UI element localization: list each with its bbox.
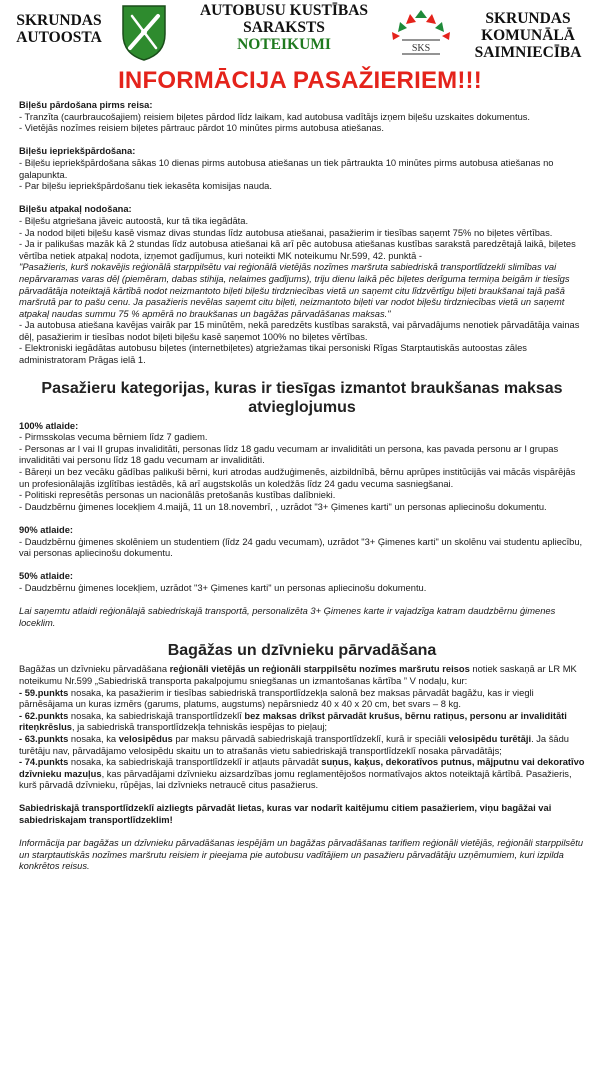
text-span: , ja sabiedriskā transportlīdzekļa tehniskās iespējas to pieļauj; <box>71 722 327 733</box>
text-span: - 59.punkts <box>19 687 69 698</box>
paragraph: - Tranzīta (caurbraucošajiem) reisiem biļetes pārdod līdz laikam, kad autobusa vadītājs izņem biļešu uzskaites dokumentus. <box>19 111 531 122</box>
text-span: - 62.punkts <box>19 710 69 721</box>
page-header <box>0 0 600 70</box>
discount-categories-heading: Pasažieru kategorijas, kuras ir tiesīgas izmantot braukšanas maksas atvieglojumus <box>41 379 563 416</box>
sks-logo-text: SKS <box>411 43 431 54</box>
text-span: par maksu pārvadā sabiedriskajā transportlīdzeklī, kurā ir speciāli <box>172 733 449 744</box>
paragraph: - Ja nodod biļeti biļešu kasē vismaz divas stundas līdz autobusa atiešanai, pasažierim ir tiesības saņemt 75% no biļetes vērtības. <box>19 227 553 238</box>
mid-title-subline: NOTEIKUMI <box>237 36 331 53</box>
text-span: velosipēdus <box>118 733 173 744</box>
rule-62 <box>19 711 585 734</box>
text-span: nosaka, ka sabiedriskajā transportlīdzeklī ir atļauts pārvadāt <box>68 757 322 768</box>
section-title-advance-sale: Biļešu iepriekšpārdošana: <box>19 146 136 157</box>
text-span: - 74.punkts <box>19 757 69 768</box>
text-span: - 63.punkts <box>19 733 69 744</box>
discount-100-title: 100% atlaide: <box>19 420 79 431</box>
section-title-presale: Biļešu pārdošana pirms reisa: <box>19 100 153 110</box>
rule-74 <box>19 757 585 792</box>
paragraph: - Ja ir palikušas mazāk kā 2 stundas līdz autobusa atiešanai kā arī pēc autobusa atiešanas kustības sarakstā paredzētajā laikā, biļetes vērtība netiek atpakaļ nodota, izņemot gadījumus, kuri noteikti MK noteikumu Nr.599, 42. punktā - <box>19 239 576 261</box>
paragraph: - Elektroniski iegādātas autobusu biļetes (internetbiļetes) atgriežamas tikai personiski Rīgas Starptautiskās autoostas zāles administratoram Prāgas ielā 1. <box>19 343 527 366</box>
paragraph: - Biļešu iepriekšpārdošana sākas 10 dienas pirms autobusa atiešanas un tiek pārtraukta 10 minūtes pirms autobusa atiešanas no galapunkta. <box>19 157 554 180</box>
paragraph: - Politiski represētās personas un nacionālās pretošanās kustības dalībnieki. <box>19 490 336 501</box>
mid-title-line: AUTOBUSU KUSTĪBAS <box>199 2 369 19</box>
skrunda-bus-station-title <box>6 12 112 46</box>
text-span: , kas pārvadājami dzīvnieku aizsardzības jomu reglamentējošos normatīvajos aktos noteiktajā kārtībā. Pasažieris, kurš pārvadā dzīvnieku, rūpējas, lai dzīvnieks netraucē citus pasažierus. <box>19 768 572 791</box>
right-title-line: SAIMNIECĪBA <box>474 44 582 61</box>
right-title-line: SKRUNDAS <box>485 10 571 27</box>
paragraph: - Personas ar I vai II grupas invaliditāti, personas līdz 18 gadu vecumam ar invaliditāti un persona, kas pavada personu ar I grupas invaliditāti vai personu līdz 18 gadu vecumam ar invaliditāti. <box>19 443 559 466</box>
text-span: nosaka, ka <box>68 733 119 744</box>
document-body <box>19 100 585 873</box>
skrunda-utilities-title <box>458 10 598 61</box>
discount-90-title: 90% atlaide: <box>19 525 74 535</box>
mid-title-line: SARAKSTS <box>243 19 325 36</box>
text-span: notiek saskaņā ar LR MK noteikumu Nr.599 „Sabiedriskā transporta pakalpojumu sniegšanas un izmantošanas kārtība ” V nodaļu, kur: <box>19 664 577 686</box>
rule-59 <box>19 688 585 711</box>
text-span: nosaka, ka sabiedriskajā transportlīdzeklī <box>68 710 245 721</box>
regulation-quote: "Pasažieris, kurš nokavējis reģionālā starppilsētu vai reģionālā vietējās nozīmes maršruta sabiedriskā transportlīdzekli slimības vai nepārvaramas varas dēļ (piemēram, dabas stihija, nelaimes gadījums), triju dienu laikā pēc biļetes derīguma termiņa beigām ir tiesīgs pārvadātāja noteiktajā kārtībā nodot neizmantoto biļeti biļešu tirdzniecības vietā un saņemt citu līdzvērtīgu biļeti braukšanai tajā pašā maršrutā par to pašu cenu. Ja pasažieris nevēlas saņemt citu biļeti, neizmantoto biļeti var nodot biļešu tirdzniecības vietā un saņemt atpakaļ naudas summu 75 % apmērā no braukšanas un bagāžas pārvadāšanas maksas." <box>19 262 570 319</box>
baggage-final-note: Informācija par bagāžas un dzīvnieku pārvadāšanas iespējām un bagāžas pārvadāšanas tarifiem reģionāli vietējās, reģionāli starppilsētu un starptautiskās nozīmes maršrutu reisiem ir pieejama pie autobusu vadītājiem un pasažieru pārvadātāju uzņēmumiem, kuri izpilda konkrētos reisus. <box>19 838 584 872</box>
discount-50-title: 50% atlaide: <box>19 571 74 582</box>
baggage-heading: Bagāžas un dzīvnieku pārvadāšana <box>167 642 437 660</box>
paragraph: - Daudzbērnu ģimenes locekļiem, uzrādot "3+ Ģimenes karti" un personas apliecinošu dokumentu. <box>19 582 427 593</box>
right-title-line: KOMUNĀLĀ <box>481 27 575 44</box>
paragraph: - Vietējās nozīmes reisiem biļetes pārtrauc pārdot 10 minūtes pirms autobusa atiešanas. <box>19 123 384 134</box>
left-title-line: AUTOOSTA <box>16 29 102 46</box>
rule-63 <box>19 734 585 757</box>
text-span: nosaka, ka pasažierim ir tiesības sabiedriskā transportlīdzekļa salonā bez maksas pārvadāt bagāžu, kas ir viegli pārnēsājama un kuras izmērs (garums, platums, augstums) nepārsniedz 40 x 40 x 20 cm, bet svars – 8 kg. <box>19 687 534 710</box>
paragraph: - Daudzbērnu ģimenes skolēniem un studentiem (līdz 24 gadu vecumam), uzrādot "3+ Ģimenes karti" un skolēnu vai studentu apliecību, vai personas apliecinošu dokumentu. <box>19 536 583 559</box>
paragraph: - Ja autobusa atiešana kavējas vairāk par 15 minūtēm, nekā paredzēts kustības sarakstā, vai pārvadājums nenotiek pārvadātāja vainas dēļ, pasažierim ir tiesības nodot biļeti biļešu kasē saņemot 100% no biļetes vērtības. <box>19 320 580 342</box>
text-span: bez maksas drīkst pārvadāt krušus, bērnu ratiņus, personu ar invaliditāti riteņkrēslus <box>19 710 567 733</box>
left-title-line: SKRUNDAS <box>16 12 102 29</box>
text-span: suņus, kaķus, dekoratīvos putnus, mājputnu vai dekoratīvo dzīvnieku mazuļus <box>19 757 585 779</box>
text-span: Bagāžas un dzīvnieku pārvadāšana <box>19 664 170 675</box>
paragraph: - Pirmsskolas vecuma bērniem līdz 7 gadiem. <box>19 432 208 443</box>
text-span: velosipēdu turētāji <box>448 733 532 744</box>
family-card-note: Lai saņemtu atlaidi reģionālajā sabiedriskajā transportā, personalizēta 3+ Ģimenes karte ir vajadzīga katram daudzbērnu ģimenes loceklim. <box>19 606 556 628</box>
paragraph: - Daudzbērnu ģimenes locekļiem 4.maijā, 11 un 18.novembrī, , uzrādot "3+ Ģimenes karti" un personas apliecinošu dokumentu. <box>19 501 547 512</box>
baggage-intro <box>19 664 585 687</box>
schedule-rules-title <box>186 2 382 53</box>
coat-of-arms-icon <box>120 4 168 62</box>
prohibited-items-warning: Sabiedriskajā transportlīdzeklī aizliegts pārvadāt lietas, kuras var nodarīt kaitējumu citiem pasažieriem, viņu bagāžai vai sabiedriskajam transportlīdzeklim! <box>19 803 552 826</box>
text-span: reģionāli vietējās un reģionāli starppilsētu nozīmes maršrutu reisos <box>169 664 470 675</box>
passenger-info-banner: INFORMĀCIJA PASAŽIERIEM!!! <box>118 67 482 94</box>
section-title-returns: Biļešu atpakaļ nodošana: <box>19 204 132 215</box>
text-span: . Ja šādu turētāju nav, pārvadājamo velosipēdu skaitu un to atrašanās vietu sabiedriskajā transportlīdzeklī nosaka pārvadātājs; <box>19 733 569 756</box>
paragraph: - Biļešu atgriešana jāveic autoostā, kur tā tika iegādāta. <box>19 215 249 226</box>
paragraph: - Par biļešu iepriekšpārdošanu tiek iekasēta komisijas nauda. <box>19 181 272 192</box>
sks-logo-icon <box>388 6 454 62</box>
paragraph: - Bāreņi un bez vecāku gādības palikuši bērni, kuri atrodas audžuģimenēs, aizbildnībā, bērnu aprūpes institūcijās vai mācās vispārējās un profesionālajās izglītības iestādēs, kā arī augstskolās un koledžās līdz 24 gadu vecuma sasniegšanai. <box>19 467 576 489</box>
